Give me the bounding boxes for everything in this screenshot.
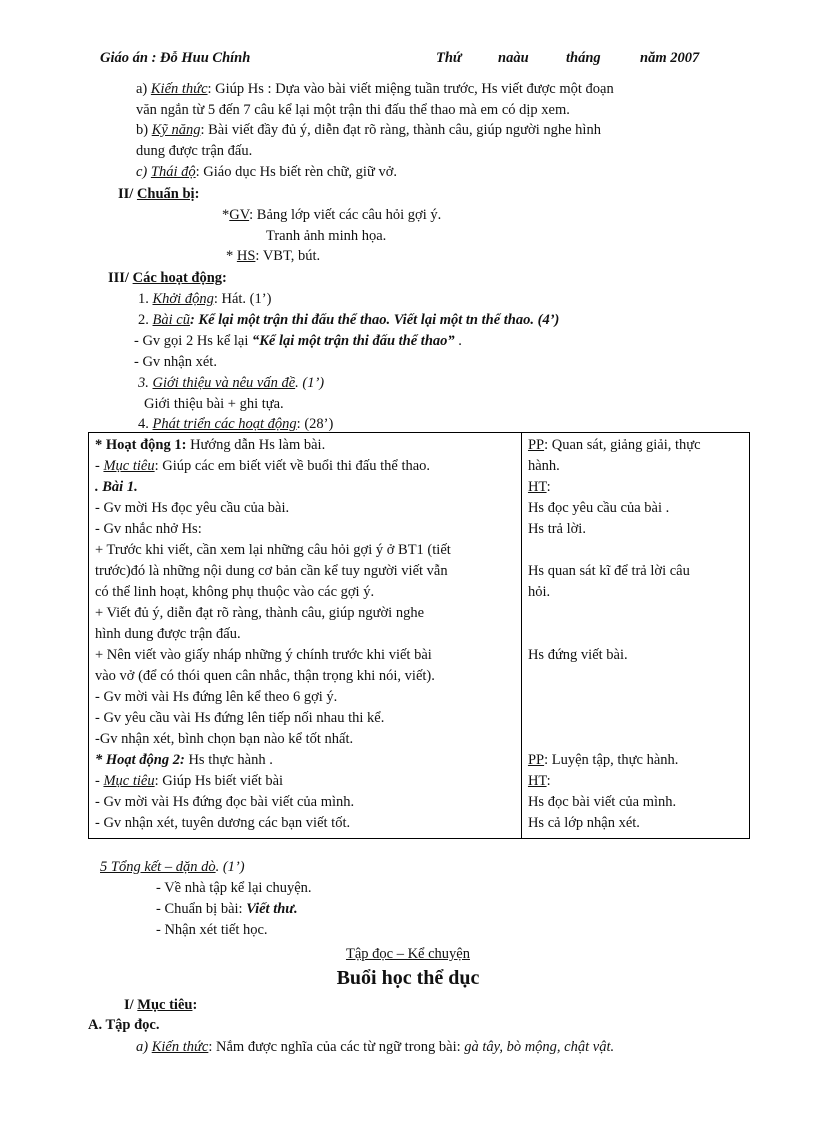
table-line: - Gv yêu cầu vài Hs đứng lên tiếp nối nhau thi kể. [95, 710, 385, 726]
step-4-text: : (28’) [296, 416, 334, 432]
step-2-line1-pre: - Gv gọi 2 Hs kể lại [134, 333, 252, 349]
table-spacer [528, 666, 745, 687]
step-2-label: Bài cũ [152, 312, 190, 328]
table-line [528, 435, 745, 456]
objectives-heading-label: Mục tiêu [137, 997, 193, 1013]
objectives-heading-num: I/ [124, 997, 138, 1013]
objective-b-line2: dung được trận đấu. [136, 143, 253, 159]
table-spacer [528, 603, 745, 624]
step-2-text: : Kể lại một trận thi đấu thể thao. Viết lại một tn thể thao. (4’) [189, 312, 560, 328]
prep-gv-star: * [222, 207, 230, 223]
form-2-colon: : [546, 773, 551, 789]
step-3-line1: Giới thiệu bài + ghi tựa. [144, 396, 284, 412]
header-nam: năm 2007 [640, 50, 700, 66]
objective-a-prefix: a) [136, 81, 151, 97]
prep-gv-text: : Bảng lớp viết các câu hỏi gợi ý. [249, 207, 442, 223]
step-3-label: Giới thiệu và nêu vấn đề [152, 375, 296, 391]
table-line [95, 456, 517, 477]
summary-heading-label: 5 Tổng kết – dặn dò [100, 859, 216, 875]
prep-heading-colon: : [194, 186, 200, 202]
table-spacer [528, 540, 745, 561]
summary-item-1: - Về nhà tập kể lại chuyện. [156, 880, 312, 896]
goal-1-prefix: - [95, 458, 104, 474]
method-1-label: PP [527, 437, 545, 453]
prep-hs-star: * [226, 248, 237, 264]
table-line [95, 750, 517, 771]
objective-c [136, 163, 397, 181]
table-line: - Gv mời vài Hs đứng đọc bài viết của mình. [95, 794, 355, 810]
header-author: Giáo án : Đỗ Huu Chính [100, 50, 251, 66]
step-1-label: Khởi động [152, 291, 214, 307]
table-line: Hs cả lớp nhận xét. [527, 815, 640, 831]
activity-step-3 [138, 374, 324, 392]
table-line [528, 771, 745, 792]
table-line: -Gv nhận xét, bình chọn bạn nào kể tốt nhất. [95, 731, 354, 747]
activity-step-4 [138, 415, 333, 433]
table-line [528, 750, 745, 771]
table-line: Hs trả lời. [527, 521, 586, 537]
activity-step-1 [138, 290, 271, 308]
activities-heading-label: Các hoạt động [132, 270, 223, 286]
table-line [528, 477, 745, 498]
table-spacer [528, 708, 745, 729]
goal-2-prefix: - [95, 773, 104, 789]
section-a-item-1-text: : Nắm được nghĩa của các từ ngữ trong bài: [208, 1039, 465, 1055]
step-1-text: : Hát. (1’) [213, 291, 272, 307]
header-thu: Thứ [436, 50, 462, 66]
summary-heading [100, 858, 245, 876]
activities-table [88, 432, 750, 839]
table-line: Hs đọc yêu cầu của bài . [527, 500, 670, 516]
section-a-heading: A. Tập đọc. [88, 1017, 160, 1033]
step-1-num: 1. [138, 291, 153, 307]
table-line: + Trước khi viết, cần xem lại những câu hỏi gợi ý ở BT1 (tiết [95, 542, 451, 558]
activity-2-text: Hs thực hành . [184, 752, 273, 768]
table-line: hành. [527, 458, 560, 474]
activities-heading [108, 269, 227, 287]
goal-2-text: : Giúp Hs biết viết bài [154, 773, 284, 789]
table-line: - Gv nhận xét, tuyên dương các bạn viết tốt. [95, 815, 351, 831]
objective-b-prefix: b) [136, 122, 152, 138]
table-line: + Viết đủ ý, diễn đạt rõ ràng, thành câu, giúp người nghe [95, 605, 425, 621]
section-a-item-1 [136, 1038, 614, 1056]
exercise-1-heading: . Bài 1. [95, 479, 138, 495]
prep-gv [222, 206, 441, 224]
table-line: hỏi. [527, 584, 551, 600]
table-line: hình dung được trận đấu. [95, 626, 241, 642]
activities-heading-num: III/ [108, 270, 133, 286]
prep-gv-line2: Tranh ảnh minh họa. [266, 228, 387, 244]
form-2-label: HT [527, 773, 547, 789]
section-a-item-1-pre: a) [136, 1039, 152, 1055]
table-line: trước)đó là những nội dung cơ bản cần kể tuy người viết vẫn [95, 563, 448, 579]
step-2-line1-post: . [454, 333, 462, 349]
summary-item-2-bold: Viết thư. [246, 901, 298, 917]
objective-c-prefix: c) [136, 164, 151, 180]
prep-heading-label: Chuẩn bị [136, 186, 195, 202]
header-ngay: naàu [498, 50, 529, 66]
method-2-text: : Luyện tập, thực hành. [544, 752, 679, 768]
header-thang: tháng [566, 50, 601, 66]
step-4-num: 4. [138, 416, 153, 432]
prep-heading-num: II/ [118, 186, 137, 202]
summary-item-2 [156, 900, 298, 918]
objective-a-text: : Giúp Hs : Dựa vào bài viết miệng tuần trước, Hs viết được một đoạn [207, 81, 614, 97]
table-line [95, 435, 517, 456]
section-a-item-1-words: gà tây, bò mộng, chật vật. [464, 1039, 615, 1055]
table-spacer [528, 687, 745, 708]
table-line: Hs quan sát kĩ để trả lời câu [527, 563, 690, 579]
goal-2-label: Mục tiêu [103, 773, 155, 789]
activity-1-text: Hướng dẫn Hs làm bài. [186, 437, 326, 453]
table-line: - Gv nhắc nhở Hs: [95, 521, 202, 537]
form-1-colon: : [546, 479, 551, 495]
table-line: - Gv mời vài Hs đứng lên kể theo 6 gợi ý. [95, 689, 338, 705]
activity-1-heading: * Hoạt động 1: [95, 437, 187, 453]
table-spacer [528, 624, 745, 645]
summary-heading-time: . (1’) [215, 859, 245, 875]
table-line: Hs đứng viết bài. [527, 647, 628, 663]
step-2-line1 [134, 332, 462, 350]
method-2-label: PP [527, 752, 545, 768]
goal-1-label: Mục tiêu [103, 458, 155, 474]
summary-item-2-pre: - Chuẩn bị bài: [156, 901, 247, 917]
table-spacer [528, 729, 745, 750]
method-1-text: : Quan sát, giảng giải, thực [544, 437, 701, 453]
objective-a [136, 80, 614, 98]
table-line: + Nên viết vào giấy nháp những ý chính trước khi viết bài [95, 647, 432, 663]
prep-hs-label: HS [236, 248, 256, 264]
activity-step-2 [138, 311, 559, 329]
step-2-line2: - Gv nhận xét. [134, 354, 217, 370]
table-line [95, 771, 517, 792]
objective-b-label: Kỹ năng [151, 122, 201, 138]
objectives-heading-colon: : [192, 997, 198, 1013]
activity-2-heading: * Hoạt động 2: [95, 752, 185, 768]
objectives-heading [124, 996, 197, 1014]
summary-item-3: - Nhận xét tiết học. [156, 922, 268, 938]
prep-hs [226, 247, 320, 265]
objective-c-label: Thái độ [150, 164, 196, 180]
section-a-item-1-label: Kiến thức [151, 1039, 209, 1055]
step-3-text: . (1’) [295, 375, 325, 391]
subject-label: Tập đọc – Kể chuyện [345, 946, 470, 962]
objective-a-line2: văn ngắn từ 5 đến 7 câu kể lại một trận thi đấu thể thao mà em có dịp xem. [136, 102, 570, 118]
objective-a-label: Kiến thức [150, 81, 208, 97]
objective-c-text: : Giáo dục Hs biết rèn chữ, giữ vở. [195, 164, 397, 180]
step-3-num: 3. [138, 375, 153, 391]
step-2-num: 2. [138, 312, 153, 328]
table-line: - Gv mời Hs đọc yêu cầu của bài. [95, 500, 290, 516]
prep-hs-text: : VBT, bút. [255, 248, 321, 264]
table-line: Hs đọc bài viết của mình. [527, 794, 677, 810]
form-1-label: HT [527, 479, 547, 495]
lesson-title: Buổi học thể dục [336, 967, 480, 989]
goal-1-text: : Giúp các em biết viết về buổi thi đấu thể thao. [154, 458, 431, 474]
prep-gv-label: GV [229, 207, 250, 223]
activities-heading-colon: : [222, 270, 227, 286]
step-4-label: Phát triển các hoạt động [152, 416, 297, 432]
prep-heading [118, 185, 199, 203]
objective-b-text: : Bài viết đầy đủ ý, diễn đạt rõ ràng, thành câu, giúp người nghe hình [200, 122, 601, 138]
step-2-line1-bold: “Kể lại một trận thi đấu thể thao” [252, 333, 455, 349]
table-line: có thể linh hoạt, không phụ thuộc vào các gợi ý. [95, 584, 375, 600]
table-row [89, 433, 750, 839]
objective-b [136, 121, 601, 139]
table-line: vào vở (để có thói quen cân nhắc, thận trọng khi nói, viết). [95, 668, 435, 684]
table-left-cell [89, 433, 522, 839]
table-right-cell [521, 433, 749, 839]
